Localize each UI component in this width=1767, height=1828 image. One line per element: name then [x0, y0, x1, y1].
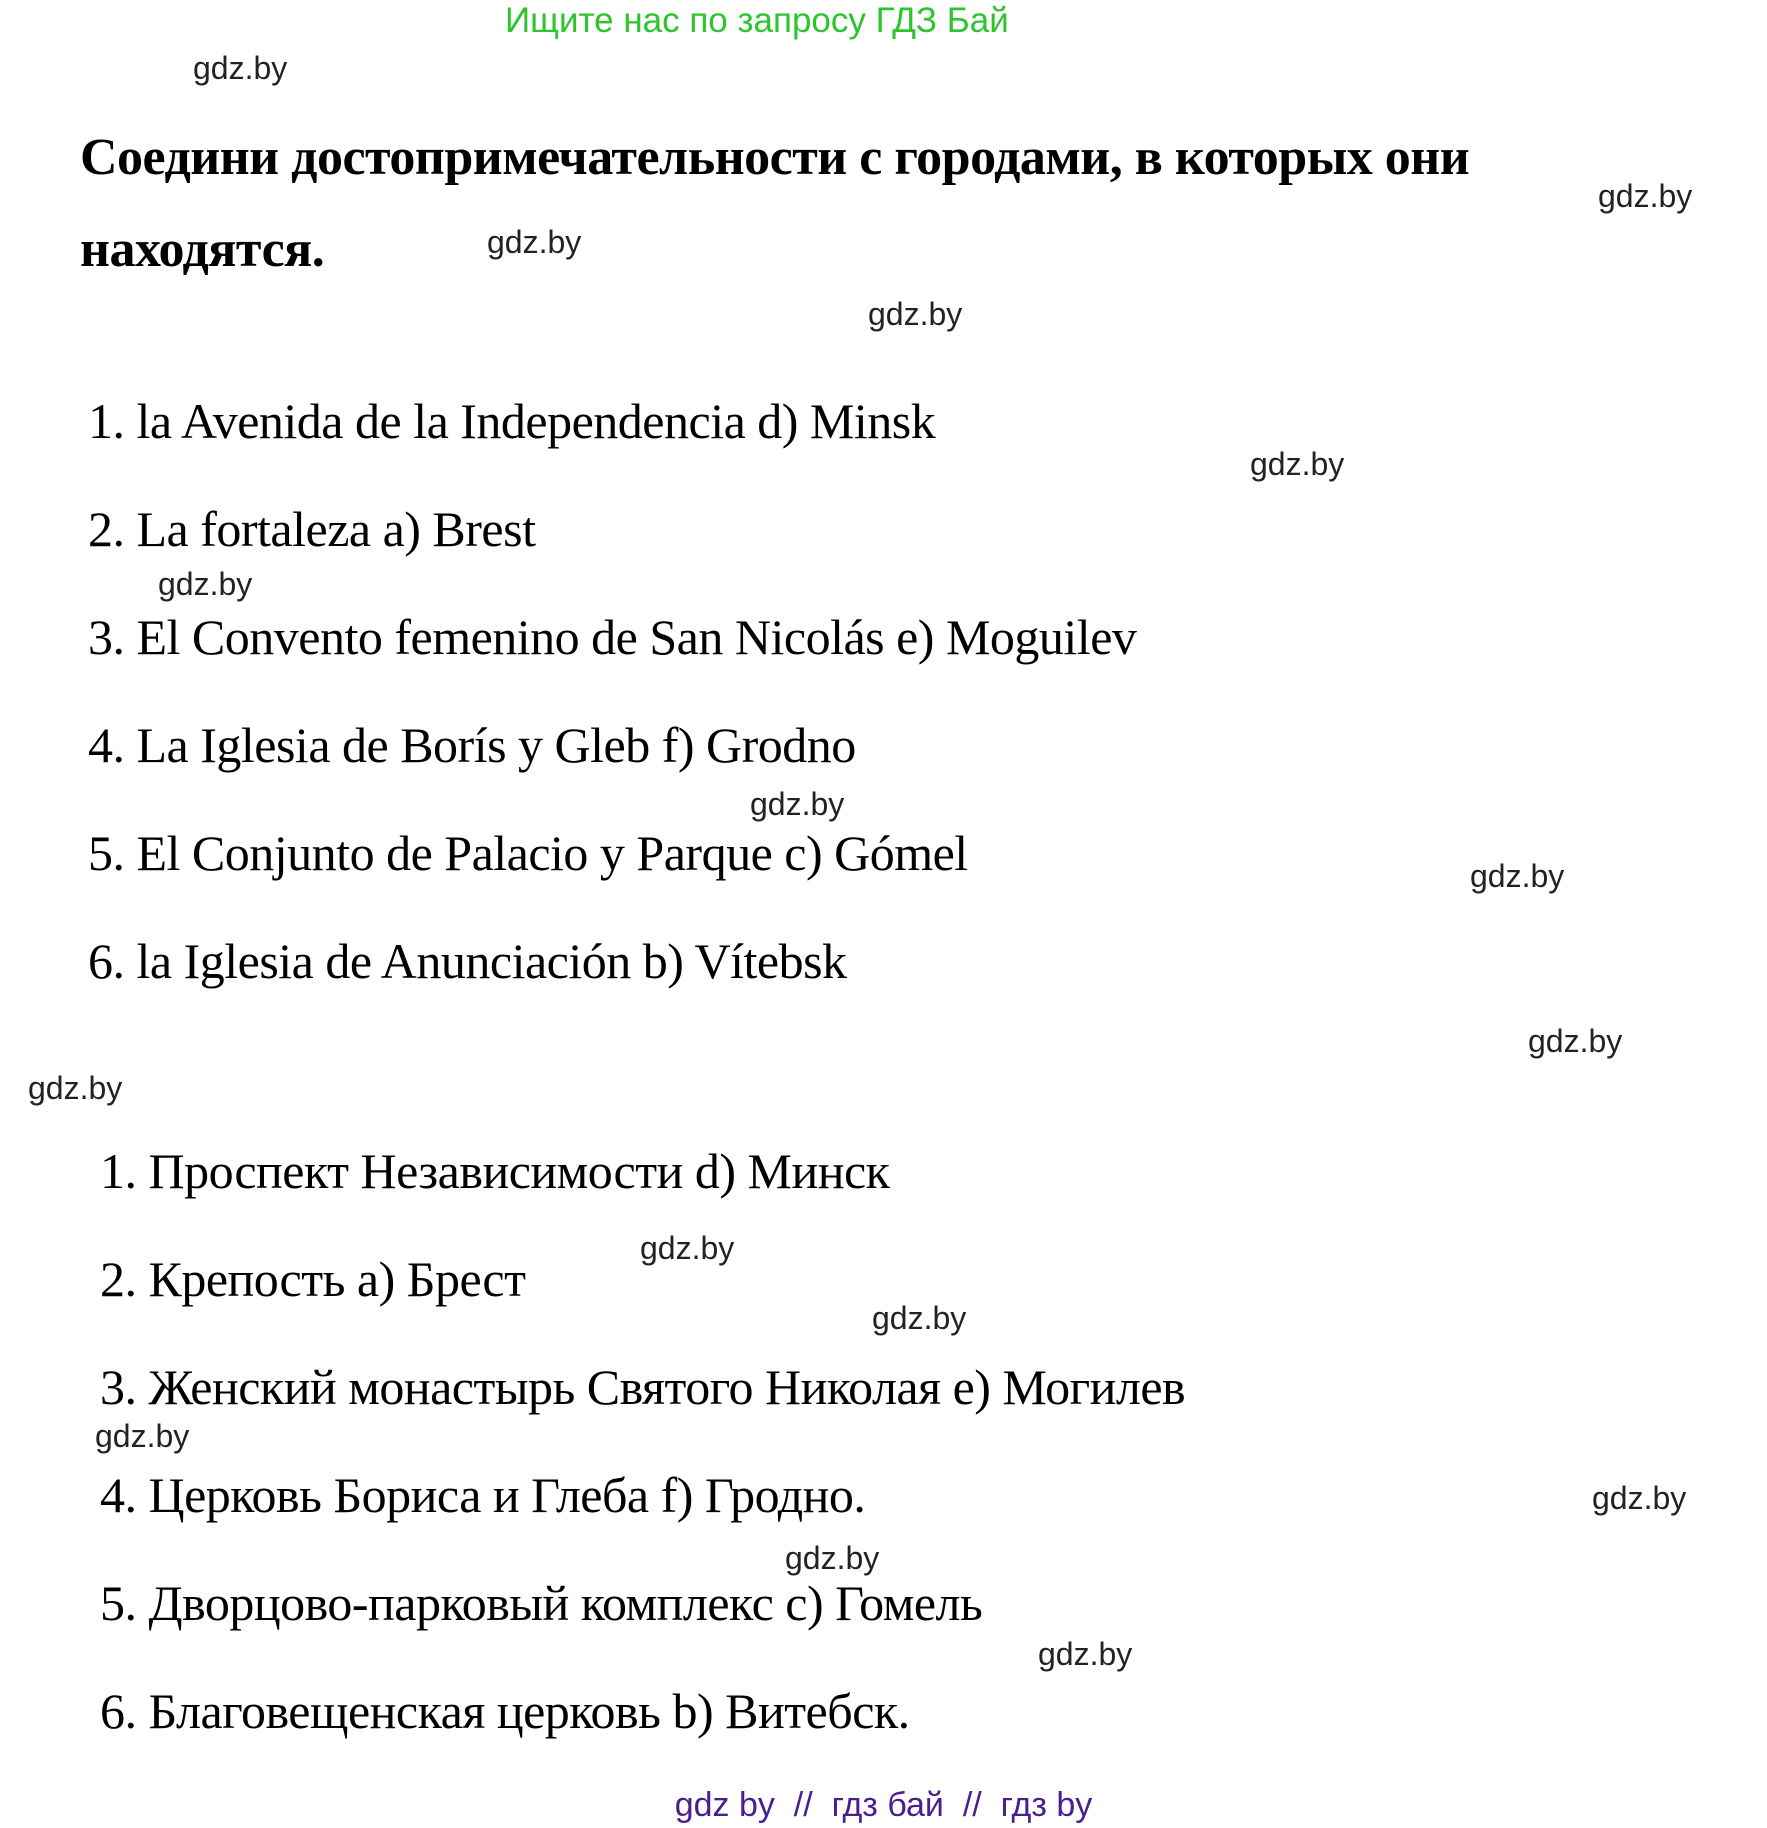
- gdz-watermark: gdz.by: [785, 1540, 880, 1576]
- ru-item-2: 2. Крепость а) Брест: [100, 1251, 526, 1307]
- gdz-watermark: gdz.by: [193, 50, 288, 86]
- ru-item-3: 3. Женский монастырь Святого Николая е) Могилев: [100, 1359, 1186, 1415]
- gdz-watermark: gdz.by: [28, 1070, 123, 1106]
- promo-banner: Ищите нас по запросу ГДЗ Бай: [505, 1, 1009, 40]
- gdz-watermark: gdz.by: [1528, 1023, 1623, 1059]
- ru-item-6: 6. Благовещенская церковь b) Витебск.: [100, 1683, 910, 1739]
- ru-item-4: 4. Церковь Бориса и Глеба f) Гродно.: [100, 1467, 866, 1523]
- spanish-matching-list: [88, 392, 1136, 1040]
- footer-watermark-line: gdz by // гдз бай // гдз by: [674, 1786, 1093, 1824]
- gdz-watermark: gdz.by: [1038, 1636, 1133, 1672]
- gdz-watermark: gdz.by: [872, 1300, 967, 1336]
- gdz-watermark: gdz.by: [1250, 446, 1345, 482]
- ru-item-1: 1. Проспект Независимости d) Минск: [100, 1143, 890, 1199]
- es-item-6: 6. la Iglesia de Anunciación b) Vítebsk: [88, 933, 847, 989]
- russian-matching-list: [100, 1142, 1185, 1790]
- gdz-watermark: gdz.by: [95, 1418, 190, 1454]
- es-item-1: 1. la Avenida de la Independencia d) Minsk: [88, 393, 936, 449]
- gdz-watermark: gdz.by: [1470, 858, 1565, 894]
- gdz-watermark: gdz.by: [158, 566, 253, 602]
- gdz-watermark: gdz.by: [487, 224, 582, 260]
- gdz-watermark: gdz.by: [750, 786, 845, 822]
- es-item-3: 3. El Convento femenino de San Nicolás e) Moguilev: [88, 609, 1137, 665]
- ru-item-5: 5. Дворцово-парковый комплекс c) Гомель: [100, 1575, 983, 1631]
- es-item-5: 5. El Conjunto de Palacio y Parque c) Gómel: [88, 825, 968, 881]
- es-item-2: 2. La fortaleza a) Brest: [88, 501, 536, 557]
- gdz-watermark: gdz.by: [868, 296, 963, 332]
- gdz-watermark: gdz.by: [1592, 1480, 1687, 1516]
- gdz-watermark: gdz.by: [640, 1230, 735, 1266]
- page-title: Соедини достопримечательности с городами, в которых они находятся.: [80, 129, 1470, 278]
- es-item-4: 4. La Iglesia de Borís y Gleb f) Grodno: [88, 717, 856, 773]
- gdz-watermark: gdz.by: [1598, 178, 1693, 214]
